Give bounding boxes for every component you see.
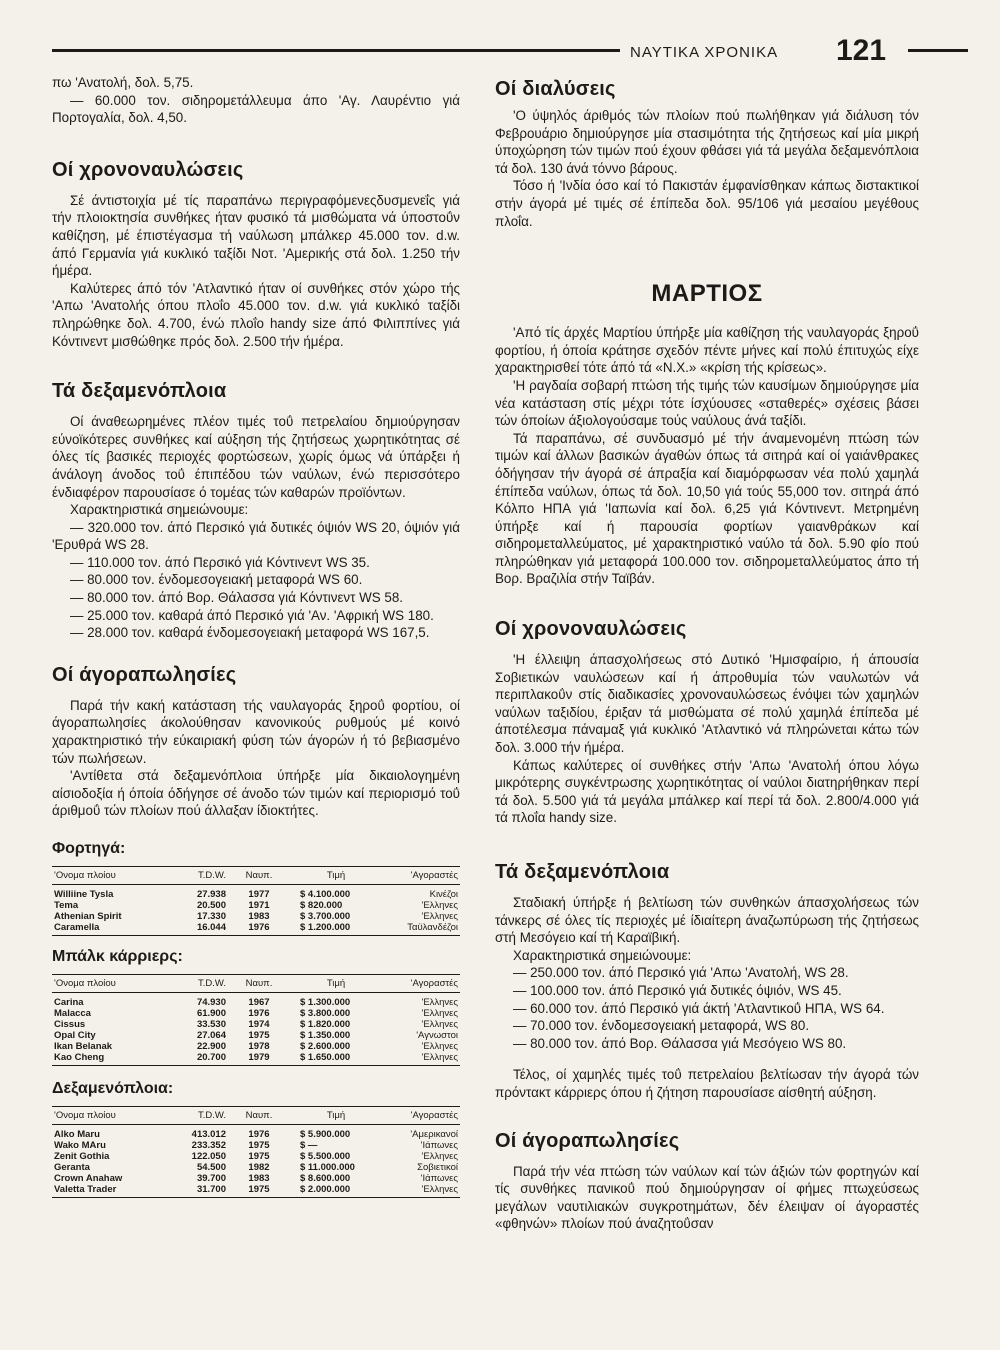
ship-built: 1975 <box>228 1184 290 1198</box>
ship-name: Valetta Trader <box>52 1184 180 1198</box>
ship-buyers: 'Ελληνες <box>421 1008 458 1019</box>
list-item: — 80.000 τον. άπό Βορ. Θάλασσα γιά Μεσόγειο WS 80. <box>513 1035 847 1051</box>
paragraph: Τόσο ή 'Ινδία όσο καί τό Πακιστάν έμφανίσθηκαν κάπως διστακτικοί στήν άγορά μέ τιμές σέ έπίπεδα δολ. 95/106 γιά μεσαίου μεγέθους πλοΐα. <box>495 178 919 229</box>
ship-built: 1979 <box>228 1052 290 1066</box>
table-title: Μπάλκ κάρριερς: <box>52 948 183 965</box>
paragraph: Οί άναθεωρημένες πλέον τιμές τοΰ πετρελαίου δημιούργησαν εύνοϊκότερες συνθήκες καί αύξηση τής ζητήσεως χωρητικότητας σέ όλες τίς βασικές περιοχές φορτώσεων, χωρίς όμως νά ύπάρξει ή άνάλογη άνοδος τοΰ έπιπέδου τών ναύλων, ένώ περισσότερο ένδιαφέρον παρουσίασε ό τομέας τών καθαρών προϊόντων. <box>52 414 460 500</box>
paragraph: 'Η ραγδαία σοβαρή πτώση τής τιμής τών καυσίμων δημιούργησε μία νέα κατάσταση στίς μέχρι τότε ίσχύουσες «σταθερές» σχέσεις βάσει τών όποίων άξιολογούσαμε τούς ναύλους άνά ταξίδι. <box>495 377 919 429</box>
ship-buyers: 'Ελληνες <box>374 1184 460 1198</box>
ship-price: $ 3.800.000 <box>300 1008 351 1019</box>
table-row <box>52 1140 460 1151</box>
paragraph: 'Η έλλειψη άπασχολήσεως στό Δυτικό 'Ημισφαίριο, ή άπουσία Σοβιετικών ναυλώσεων καί ή άπροθυμία τών ναυλωτών νά περιπλακοΰν στίς διαδικασίες χρονοναυλώσεως ένόψει τών χαμηλών ναύλων ταξιδίου, έριξαν τά μισθώματα σέ πολύ χαμηλά έπίπεδα μέ άποτέλεσμα πάναμαξ γιά κυκλικό 'Ατλαντικό νά πληρώνεται κάτω τών δολ. 3.000 τήν ήμέρα. <box>495 652 919 756</box>
col-tdw-header: T.D.W. <box>180 867 228 885</box>
paragraph: Τά παραπάνω, σέ συνδυασμό μέ τήν άναμενομένη πτώση τών τιμών καί άλλων βασικών άγαθών όπως τά σιτηρά καί οί γαιάνθρακες όδήγησαν τήν άγορά σέ άπραξία καί διαμόρφωσαν νέα πολύ χαμηλά έπίπεδα ναύλων, όπως τά δολ. 10,50 γιά τούς 55,000 τον. σιτηρά άπό Κόλπο ΗΠΑ γιά 'Ιαπωνία καί δολ. 6,25 γιά Κόντινεντ. Μετρημένη ύπήρξε καί ή παρουσία φορτίων γαιανθράκων καί σιδηρομεταλλεύματος, μέ χαρακτηριστικό ναύλο τά δολ. 5.90 φίο πού πληρώθηκαν γιά μεταφορά 100.000 τον. σιδηρομεταλλεύματος άπο τή Βορ. Βραζιλία στήν Ταϊβάν. <box>495 430 919 587</box>
ship-built: 1975 <box>248 1151 270 1162</box>
section-heading: Οί χρονοναυλώσεις <box>52 158 244 181</box>
col-buyers-header: 'Αγοραστές <box>374 975 460 993</box>
col-tdw-header: T.D.W. <box>180 1107 228 1125</box>
table-row <box>52 1052 460 1066</box>
col-price-header: Τιμή <box>290 975 374 993</box>
ship-buyers: 'Ελληνες <box>421 1019 458 1030</box>
section-heading: Οί άγοραπωλησίες <box>52 663 237 686</box>
ship-price: $ 2.000.000 <box>290 1184 374 1198</box>
ship-tdw: 27.064 <box>196 1030 226 1041</box>
header-rule-left <box>52 49 620 52</box>
table-title: Δεξαμενόπλοια: <box>52 1080 174 1097</box>
list-item: — 70.000 τον. ένδομεσογειακή μεταφορά, WS 80. <box>513 1018 810 1034</box>
list-item: — 80.000 τον. ένδομεσογειακή μεταφορά WS 60. <box>70 572 363 588</box>
col-buyers-header: 'Αγοραστές <box>374 1107 460 1125</box>
ship-built: 1976 <box>228 922 290 936</box>
sales-table-cargo <box>52 866 460 936</box>
ship-tdw: 16.044 <box>180 922 228 936</box>
ship-tdw: 22.900 <box>196 1041 226 1052</box>
ship-price: $ 11.000.000 <box>300 1162 355 1173</box>
ship-built: 1975 <box>248 1140 270 1151</box>
ship-tdw: 233.352 <box>191 1140 226 1151</box>
section-heading: Τά δεξαμενόπλοια <box>52 380 227 403</box>
table-header-row <box>52 867 460 885</box>
paragraph: 'Ο ύψηλός άριθμός τών πλοίων πού πωλήθηκαν γιά διάλυση τόν Φεβρουάριο δημιούργησε μία στασιμότητα τής ζητήσεως καί μία μικρή ύποχώρηση τών τιμών πού έχουν φθάσει γιά τά μεγάλα δεξαμενόπλοια τά δολ. 130 άνά τόννο βάρους. <box>495 108 919 176</box>
ship-price: $ 1.820.000 <box>300 1019 351 1030</box>
col-name-header: 'Ονομα πλοίου <box>52 867 180 885</box>
table-row <box>52 922 460 936</box>
sales-table-bulk <box>52 974 460 1066</box>
table-row <box>52 993 460 1009</box>
table-row <box>52 1184 460 1198</box>
ship-tdw: 33.530 <box>196 1019 226 1030</box>
ship-price: $ 1.350.000 <box>300 1030 351 1041</box>
month-heading: ΜΑΡΤΙΟΣ <box>651 280 763 308</box>
ship-tdw: 61.900 <box>196 1008 226 1019</box>
ship-name: Athenian Spirit <box>54 911 122 922</box>
ship-built: 1974 <box>248 1019 270 1030</box>
ship-built: 1975 <box>248 1030 270 1041</box>
ship-buyers: 'Ελληνες <box>421 997 458 1008</box>
ship-price: $ 4.100.000 <box>300 889 351 900</box>
paragraph: Παρά τήν κακή κατάσταση τής ναυλαγοράς ξηροΰ φορτίου, οί άγοραπωλησίες άκολούθησαν κανονικούς ρυθμούς μέ κοινό χαρακτηριστικό τήν εύκαιριακή φύση τών άγορών ή τό βεβιασμένο τών πωλήσεων. <box>52 697 460 766</box>
ship-tdw: 27.938 <box>196 889 226 900</box>
ship-buyers: 'Ελληνες <box>421 1151 458 1162</box>
ship-built: 1967 <box>248 997 270 1008</box>
ship-name: Carina <box>54 997 84 1008</box>
col-buyers-header: 'Αγοραστές <box>374 867 460 885</box>
ship-built: 1971 <box>248 900 270 911</box>
ship-buyers: Ταϋλανδέζοι <box>374 922 460 936</box>
ship-name: Geranta <box>54 1162 90 1173</box>
ship-name: Ikan Belanak <box>54 1041 113 1052</box>
table-header-row <box>52 1107 460 1125</box>
ship-name: Malacca <box>54 1008 91 1019</box>
ship-buyers: 'Ελληνες <box>374 1052 460 1066</box>
paragraph: 'Αντίθετα στά δεξαμενόπλοια ύπήρξε μία δικαιολογημένη αίσιοδοξία ή όποία όδήγησε σέ άνοδο τών τιμών καί περιορισμό τοΰ άριθμοΰ τών πλοίων πού άλλαξαν ίδιοκτήτες. <box>52 768 460 819</box>
col-built-header: Ναυπ. <box>228 975 290 993</box>
ship-name: Wako MAru <box>54 1140 106 1151</box>
ship-name: Alko Maru <box>54 1129 100 1140</box>
section-heading: Οί διαλύσεις <box>495 78 616 100</box>
paragraph: Τέλος, οί χαμηλές τιμές τοΰ πετρελαίου βελτίωσαν τήν άγορά τών πρόντακτ κάρριερς όπου ή ζήτηση παρουσίασε αίσθητή αύξηση. <box>495 1067 919 1100</box>
table-row <box>52 1041 460 1052</box>
ship-buyers: 'Αγνωστοι <box>416 1030 458 1041</box>
ship-price: $ 5.900.000 <box>300 1129 351 1140</box>
ship-price: $ 8.600.000 <box>300 1173 351 1184</box>
spacer <box>495 1052 919 1066</box>
ship-buyers: 'Αμερικανοί <box>410 1129 458 1140</box>
list-item: — 80.000 τον. άπό Βορ. Θάλασσα γιά Κόντινεντ WS 58. <box>70 590 404 606</box>
col-name-header: 'Ονομα πλοίου <box>52 975 180 993</box>
list-item: — 60.000 τον. άπό Περσικό γιά άκτή 'Ατλαντικοΰ ΗΠΑ, WS 64. <box>513 1000 885 1016</box>
paragraph: Κάπως καλύτερες οί συνθήκες στήν 'Απω 'Ανατολή όπου λόγω μικρότερης συγκέντρωσης χωρητικότητας οί ναύλοι διατηρήθηκαν περί τά δολ. 5.500 γιά τά μεγάλα μπάλκερ καί περί τά δολ. 2.800/4.000 γιά τά πλοΐα handy size. <box>495 757 919 826</box>
table-row <box>52 1030 460 1041</box>
ship-buyers: 'Ελληνες <box>421 900 458 911</box>
table-title: Φορτηγά: <box>52 840 126 857</box>
ship-buyers: 'Ιάπωνες <box>420 1140 458 1151</box>
section-heading: Οί άγοραπωλησίες <box>495 1129 680 1152</box>
ship-tdw: 122.050 <box>191 1151 226 1162</box>
paragraph: Παρά τήν νέα πτώση τών ναύλων καί τών άξιών τών φορτηγών καί τίς συνθήκες πανικοΰ πού δημιούργησαν οί φήμες πτωχεύσεως μεγάλων ναυτιλιακών συγκροτημάτων, δέν έλειψαν οί άγοραστές «φθηνών» πλοίων πού άναζητοΰσαν <box>495 1163 919 1232</box>
table-header-row <box>52 975 460 993</box>
table-row <box>52 1019 460 1030</box>
ship-price: $ 1.650.000 <box>290 1052 374 1066</box>
ship-built: 1977 <box>248 889 270 900</box>
ship-built: 1976 <box>248 1008 270 1019</box>
ship-name: Caramella <box>52 922 180 936</box>
ship-price: $ — <box>300 1140 318 1151</box>
ship-tdw: 17.330 <box>196 911 226 922</box>
left-column <box>52 74 460 1198</box>
list-item: — 28.000 τον. καθαρά ένδομεσογειακή μεταφορά WS 167,5. <box>70 625 430 641</box>
magazine-title: ΝΑΥΤΙΚΑ ΧΡΟΝΙΚΑ <box>630 44 779 61</box>
page-header <box>52 34 914 68</box>
section-heading: Τά δεξαμενόπλοια <box>495 861 670 883</box>
ship-price: $ 1.300.000 <box>300 997 351 1008</box>
intro-line: — 60.000 τον. σιδηρομετάλλευμα άπο 'Αγ. Λαυρέντιο γιά Πορτογαλία, δολ. 4,50. <box>52 92 460 126</box>
page-number: 121 <box>836 34 887 67</box>
ship-price: $ 1.200.000 <box>290 922 374 936</box>
ship-price: $ 3.700.000 <box>300 911 351 922</box>
ship-buyers: 'Ελληνες <box>421 1041 458 1052</box>
list-item: — 25.000 τον. καθαρά άπό Περσικό γιά 'Αν. 'Αφρική WS 180. <box>70 607 434 623</box>
ship-price: $ 820.000 <box>300 900 343 911</box>
section-heading: Οί χρονοναυλώσεις <box>495 618 687 641</box>
table-row <box>52 885 460 901</box>
paragraph: 'Από τίς άρχές Μαρτίου ύπήρξε μία καθίζηση τής ναυλαγοράς ξηροΰ φορτίου, ή όποία κράτησε σχεδόν πέντε μήνες καί πολύ έπιτυχώς είχε χαρακτηρισθεί τότε άπό τά «Ν.Χ.» «κρίση τής κρίσεως». <box>495 325 919 376</box>
col-price-header: Τιμή <box>290 867 374 885</box>
ship-name: Tema <box>54 900 79 911</box>
table-row <box>52 1173 460 1184</box>
col-price-header: Τιμή <box>290 1107 374 1125</box>
ship-built: 1983 <box>248 1173 270 1184</box>
ship-name: Crown Anahaw <box>54 1173 123 1184</box>
col-built-header: Ναυπ. <box>228 867 290 885</box>
table-row <box>52 1151 460 1162</box>
ship-price: $ 5.500.000 <box>300 1151 351 1162</box>
ship-name: Kao Cheng <box>52 1052 180 1066</box>
table-row <box>52 1008 460 1019</box>
ship-buyers: 'Ιάπωνες <box>420 1173 458 1184</box>
table-row <box>52 911 460 922</box>
table-row <box>52 900 460 911</box>
table-row <box>52 1162 460 1173</box>
paragraph: Σταδιακή ύπήρξε ή βελτίωση τών συνθηκών άπασχολήσεως τών τάνκερς σέ όλες τίς περιοχές μέ ίδιαίτερη άναζωπύρωση τής ζητήσεως στή Μεσόγειο καί τή Καραϊβική. <box>495 895 919 946</box>
ship-tdw: 74.930 <box>196 997 226 1008</box>
col-tdw-header: T.D.W. <box>180 975 228 993</box>
header-rule-right <box>908 49 968 52</box>
ship-built: 1978 <box>248 1041 270 1052</box>
ship-tdw: 31.700 <box>180 1184 228 1198</box>
col-built-header: Ναυπ. <box>228 1107 290 1125</box>
intro-line: πω 'Ανατολή, δολ. 5,75. <box>52 75 194 90</box>
ship-price: $ 2.600.000 <box>300 1041 351 1052</box>
table-row <box>52 1125 460 1141</box>
list-intro: Χαρακτηριστικά σημειώνουμε: <box>70 502 249 518</box>
col-name-header: 'Ονομα πλοίου <box>52 1107 180 1125</box>
list-item: — 320.000 τον. άπό Περσικό γιά δυτικές όψιόν WS 20, όψιόν γιά 'Ερυθρά WS 28. <box>52 519 460 553</box>
ship-built: 1983 <box>248 911 270 922</box>
ship-buyers: Σοβιετικοί <box>417 1162 458 1173</box>
list-intro: Χαρακτηριστικά σημειώνουμε: <box>513 947 692 963</box>
ship-name: Zenit Gothia <box>54 1151 110 1162</box>
paragraph: Σέ άντιστοιχία μέ τίς παραπάνω περιγραφόμενεςδυσμενεΐς γιά τήν πλοιοκτησία συνθήκες ήταν φυσικό τά μισθώματα νά ύποστοΰν καθίζηση, μέ έπιστέγασμα τή ναύλωση μπάλκερ 45.000 τον. d.w. άπό Γερμανία γιά κυκλικό ταξίδι Νοτ. 'Αμερικής στά δολ. 1.250 τήν ήμέρα. <box>52 192 460 279</box>
ship-built: 1976 <box>248 1129 270 1140</box>
list-item: — 250.000 τον. άπό Περσικό γιά 'Απω 'Ανατολή, WS 28. <box>513 965 849 981</box>
ship-built: 1982 <box>248 1162 270 1173</box>
ship-tdw: 413.012 <box>191 1129 226 1140</box>
ship-name: Opal City <box>54 1030 96 1041</box>
ship-name: Williine Tysla <box>54 889 114 900</box>
ship-name: Cissus <box>54 1019 86 1030</box>
ship-tdw: 20.700 <box>180 1052 228 1066</box>
list-item: — 100.000 τον. άπό Περσικό γιά δυτικές όψιόν, WS 45. <box>513 982 842 998</box>
ship-tdw: 54.500 <box>196 1162 226 1173</box>
ship-tdw: 20.500 <box>196 900 226 911</box>
ship-tdw: 39.700 <box>196 1173 226 1184</box>
ship-buyers: 'Ελληνες <box>421 911 458 922</box>
sales-table-tankers <box>52 1106 460 1198</box>
right-column <box>495 74 919 1233</box>
list-item: — 110.000 τον. άπό Περσικό γιά Κόντινεντ WS 35. <box>70 554 370 570</box>
ship-buyers: Κινέζοι <box>429 889 458 900</box>
paragraph: Καλύτερες άπό τόν 'Ατλαντικό ήταν οί συνθήκες στόν χώρο τής 'Απω 'Ανατολής όπου πλοΐο 45.000 τον. d.w. γιά κυκλικό ταξίδι πληρώθηκε δολ. 4.700, ένώ πλοΐο handy size άπό Φιλιππίνες γιά Κόντινεντ μισθώθηκε πρός δολ. 2.500 τήν ήμέρα. <box>52 280 460 349</box>
